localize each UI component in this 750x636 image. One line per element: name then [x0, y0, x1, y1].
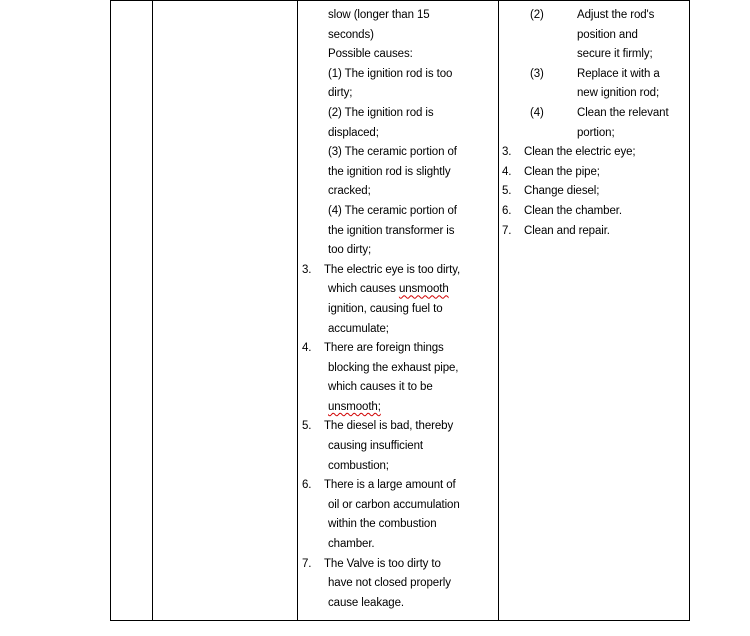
solution-number: 5.	[502, 185, 512, 198]
cause-line	[302, 496, 494, 516]
solution-sub-text: Replace it with a	[577, 67, 660, 80]
solution-text: Clean the pipe;	[524, 165, 600, 178]
solution-sub-text: portion;	[577, 126, 615, 139]
cause-line	[302, 222, 494, 242]
cause-text: oil or carbon accumulation	[328, 498, 460, 511]
cause-line	[302, 26, 494, 46]
solution-sub-text: position and	[577, 28, 638, 41]
cause-line	[302, 300, 494, 320]
cause-text: displaced;	[328, 126, 379, 139]
table-top-border	[110, 0, 690, 1]
cause-line	[302, 378, 494, 398]
solution-sub-line	[502, 45, 690, 65]
col-border-3	[297, 0, 298, 621]
solution-text: Clean the electric eye;	[524, 146, 636, 159]
cause-line	[302, 163, 494, 183]
solution-item	[502, 163, 690, 183]
solution-number: 3.	[502, 146, 512, 159]
cause-line	[302, 84, 494, 104]
cause-text: The Valve is too dirty to	[324, 557, 441, 570]
cause-text: The electric eye is too dirty,	[324, 263, 461, 276]
col-border-1	[110, 0, 111, 621]
solution-number: 7.	[502, 224, 512, 237]
solution-sub-line	[502, 104, 690, 124]
solution-sub-text: Clean the relevant	[577, 106, 669, 119]
cause-line	[302, 437, 494, 457]
cause-text	[328, 401, 381, 413]
cause-text: chamber.	[328, 538, 375, 551]
cause-text: dirty;	[328, 87, 353, 100]
cause-line	[302, 104, 494, 124]
cause-line	[302, 261, 494, 281]
cause-text: seconds)	[328, 28, 374, 41]
solution-sub-line	[502, 124, 690, 144]
solution-sub-number: (2)	[530, 9, 544, 21]
col-border-2	[152, 0, 153, 621]
solution-text: Clean and repair.	[524, 224, 610, 237]
causes-cell	[302, 6, 494, 613]
cause-line	[302, 143, 494, 163]
solution-sub-line	[502, 6, 690, 26]
solution-item	[502, 202, 690, 222]
cause-text: The diesel is bad, thereby	[324, 420, 454, 433]
cause-line	[302, 476, 494, 496]
cause-line	[302, 320, 494, 340]
cause-text: which causes unsmooth	[328, 283, 449, 296]
cause-line	[302, 535, 494, 555]
solution-text: Clean the chamber.	[524, 204, 622, 217]
cause-line	[302, 45, 494, 65]
solution-sub-number: (4)	[530, 106, 544, 119]
solution-sub-text: secure it firmly;	[577, 48, 653, 61]
solution-sub-text: new ignition rod;	[577, 87, 660, 100]
cause-line	[302, 124, 494, 144]
cause-line	[302, 555, 494, 575]
cause-text: (3) The ceramic portion of	[328, 146, 457, 159]
cause-text: too dirty;	[328, 244, 372, 257]
cause-line	[302, 417, 494, 437]
cause-text: slow (longer than 15	[328, 9, 430, 21]
solution-item	[502, 143, 690, 163]
cause-line	[302, 280, 494, 300]
cause-number: 3.	[302, 263, 312, 276]
col-border-4	[498, 0, 499, 621]
solution-item	[502, 222, 690, 242]
solution-sub-text: Adjust the rod's	[577, 9, 655, 21]
cause-text: (2) The ignition rod is	[328, 106, 434, 119]
cause-line	[302, 359, 494, 379]
cause-text: within the combustion	[328, 518, 437, 531]
solution-sub-line	[502, 65, 690, 85]
cause-line	[302, 398, 494, 418]
cause-line	[302, 594, 494, 614]
solution-text: Change diesel;	[524, 185, 600, 198]
cause-number: 5.	[302, 420, 312, 433]
cause-line	[302, 182, 494, 202]
cause-text: have not closed properly	[328, 577, 451, 590]
cause-text: blocking the exhaust pipe,	[328, 361, 459, 374]
cause-text: combustion;	[328, 459, 389, 472]
cause-text: There are foreign things	[324, 342, 444, 355]
cause-text: which causes it to be	[328, 381, 433, 394]
cause-text: causing insufficient	[328, 440, 423, 453]
cause-text: There is a large amount of	[324, 479, 456, 492]
cause-text: accumulate;	[328, 322, 389, 335]
cause-line	[302, 6, 494, 26]
cause-number: 7.	[302, 557, 312, 570]
solution-sub-number: (3)	[530, 67, 544, 80]
solution-sub-line	[502, 26, 690, 46]
spellcheck-underline: unsmooth	[398, 283, 449, 296]
cause-line	[302, 65, 494, 85]
cause-line	[302, 202, 494, 222]
table-bottom-border	[110, 620, 690, 621]
cause-line	[302, 457, 494, 477]
cause-text: cracked;	[328, 185, 371, 198]
cause-line	[302, 574, 494, 594]
cause-line	[302, 241, 494, 261]
cause-text: (4) The ceramic portion of	[328, 204, 457, 217]
solution-number: 6.	[502, 204, 512, 217]
cause-line	[302, 515, 494, 535]
cause-text: Possible causes:	[328, 48, 413, 61]
solutions-cell	[502, 6, 690, 241]
cause-text: the ignition transformer is	[328, 224, 455, 237]
solution-sub-line	[502, 84, 690, 104]
cause-line	[302, 339, 494, 359]
cause-number: 4.	[302, 342, 312, 355]
spellcheck-underline: unsmooth;	[328, 400, 381, 413]
cause-text: cause leakage.	[328, 596, 404, 609]
solution-item	[502, 182, 690, 202]
solution-number: 4.	[502, 165, 512, 178]
cause-text: (1) The ignition rod is too	[328, 67, 453, 80]
cause-text: ignition, causing fuel to	[328, 302, 443, 315]
cause-text: the ignition rod is slightly	[328, 165, 451, 178]
cause-number: 6.	[302, 479, 312, 492]
